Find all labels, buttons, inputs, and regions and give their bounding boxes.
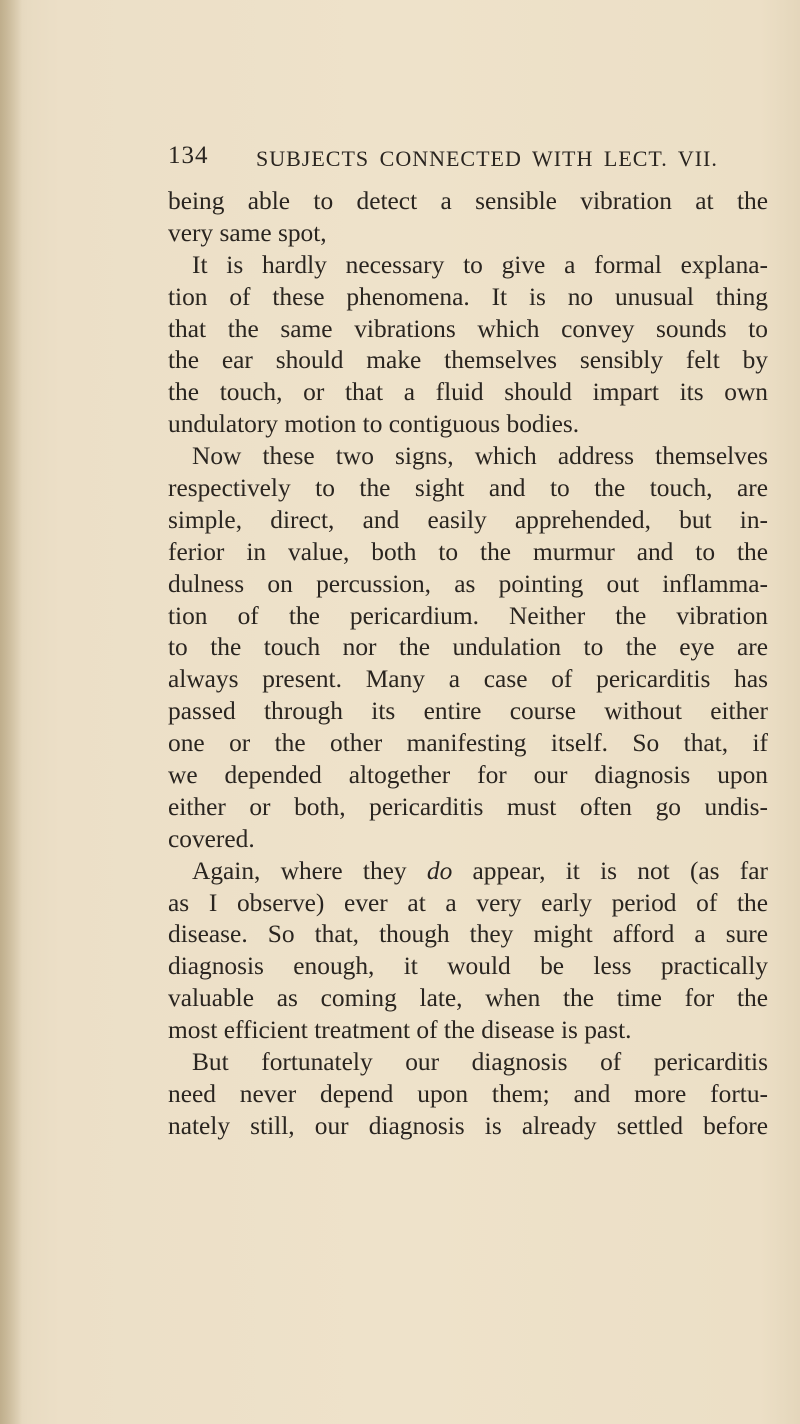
text-line: we depended altogether for our diagnosis upon	[168, 761, 768, 790]
text-line: the touch, or that a fluid should impart its own	[168, 378, 768, 407]
text-line: diagnosis enough, it would be less practically	[168, 952, 768, 981]
text-line: tion of these phenomena. It is no unusual thing	[168, 282, 768, 311]
text-line: the ear should make themselves sensibly felt by	[168, 346, 768, 375]
text-line: covered.	[168, 824, 255, 853]
emphasis: do	[426, 856, 453, 885]
body-text	[168, 186, 768, 1143]
text-line: passed through its entire course without either	[168, 697, 768, 726]
text-line: need never depend upon them; and more fortu-	[168, 1079, 768, 1108]
text-line: one or the other manifesting itself. So that, if	[168, 729, 768, 758]
text-line: simple, direct, and easily apprehended, but in-	[168, 505, 768, 534]
text-line: being able to detect a sensible vibration at the	[168, 187, 768, 215]
text-line: very same spot,	[168, 218, 327, 247]
text-line: disease. So that, though they might afford a sure	[168, 920, 768, 949]
running-title: SUBJECTS CONNECTED WITH LECT. VII.	[256, 146, 718, 171]
text-line: to the touch nor the undulation to the eye are	[168, 633, 768, 662]
text-line: It is hardly necessary to give a formal explana-	[192, 250, 768, 279]
running-head	[168, 142, 766, 178]
text-line: tion of the pericardium. Neither the vibration	[168, 601, 768, 630]
text-line: valuable as coming late, when the time for the	[168, 984, 768, 1013]
text-line: either or both, pericarditis must often go undis-	[168, 792, 768, 821]
text-line: But fortunately our diagnosis of pericarditis	[192, 1048, 768, 1077]
text-line: respectively to the sight and to the touch, are	[168, 474, 768, 503]
text-line: always present. Many a case of pericarditis has	[168, 665, 768, 694]
text-line: Again, where they do appear, it is not (as far	[192, 856, 768, 885]
text-line: that the same vibrations which convey sounds to	[168, 314, 768, 343]
page-number: 134	[168, 142, 209, 169]
text-line: as I observe) ever at a very early period of the	[168, 888, 768, 917]
text-line: ferior in value, both to the murmur and to the	[168, 537, 768, 566]
text-line: dulness on percussion, as pointing out inflamma-	[168, 569, 768, 598]
text-line: most efficient treatment of the disease is past.	[168, 1016, 632, 1045]
text-line: nately still, our diagnosis is already settled before	[168, 1111, 768, 1140]
gutter-shadow	[0, 0, 22, 1424]
text-line: Now these two signs, which address themselves	[192, 442, 768, 471]
text-line: undulatory motion to contiguous bodies.	[168, 410, 580, 439]
